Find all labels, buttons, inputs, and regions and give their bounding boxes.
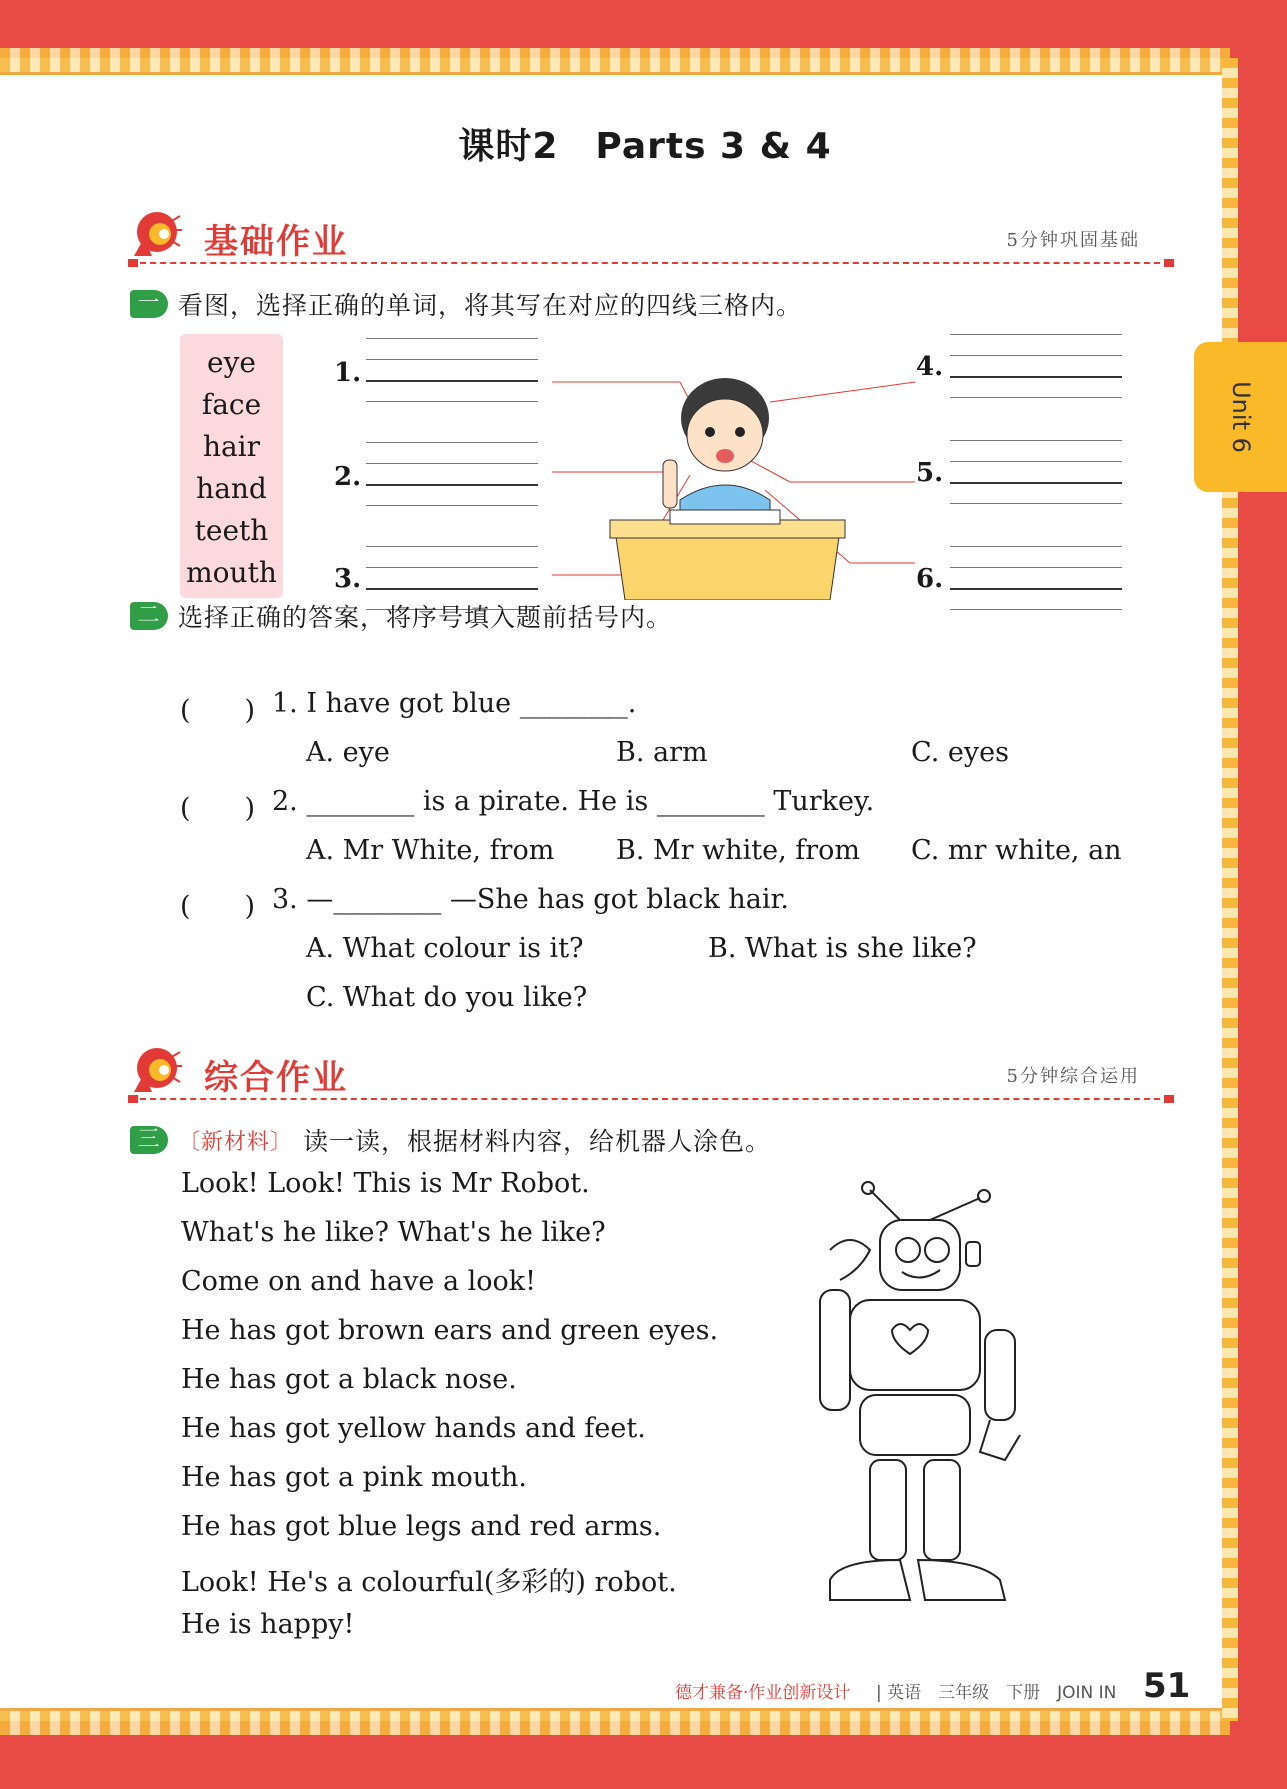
word-bank-item: hair [202,430,261,463]
answer-bracket-1[interactable]: ( ) [180,695,256,726]
reading-line: Look! He's a colourful(多彩的) robot. [181,1567,677,1598]
section-divider [130,262,1170,264]
q2-instruction: 选择正确的答案，将序号填入题前括号内。 [178,603,673,632]
writing-lines-4[interactable] [950,334,1122,420]
q1-header [130,286,802,322]
blank-label-3: 3. [334,564,362,594]
section-comprehensive-hint: 5分钟综合运用 [1006,1066,1140,1087]
blank-label-6: 6. [916,564,944,594]
q2-item-1-option-a: A. eye [306,737,390,768]
q2-item-3-stem: 3. —________ —She has got black hair. [272,884,789,915]
section-comprehensive-title: 综合作业 [204,1058,348,1098]
reading-line: He has got a black nose. [181,1364,517,1395]
blank-label-4: 4. [916,352,944,382]
trophy-badge-icon [130,208,184,260]
q2-item-3-option-c: C. What do you like? [306,982,588,1013]
section-basic-hint: 5分钟巩固基础 [1006,230,1140,251]
trophy-badge-icon [130,1044,184,1096]
top-wave-border [0,48,1230,75]
q1-instruction: 看图，选择正确的单词，将其写在对应的四线三格内。 [178,291,803,320]
word-bank-item: hand [196,472,267,505]
robot-coloring-illustration[interactable] [800,1180,1060,1640]
section-comprehensive-header [130,1044,1170,1104]
reading-line: He has got a pink mouth. [181,1462,528,1493]
section-basic-title: 基础作业 [204,222,348,262]
reading-line: He has got yellow hands and feet. [181,1413,646,1444]
writing-lines-5[interactable] [950,440,1122,526]
page-footer [0,1666,1287,1712]
page-title: 课时2 Parts 3 & 4 [458,126,832,167]
section-divider [130,1098,1170,1100]
q2-item-2-stem: 2. ________ is a pirate. He is ________ Turkey. [272,786,875,817]
q2-number: 二 [130,602,168,630]
writing-lines-6[interactable] [950,546,1122,632]
q2-item-1-option-b: B. arm [616,737,708,768]
word-bank [180,334,283,598]
q1-number: 一 [130,290,168,318]
answer-bracket-2[interactable]: ( ) [180,793,256,824]
reading-line: He is happy! [181,1609,355,1640]
writing-lines-1[interactable] [366,338,538,424]
word-bank-item: mouth [186,556,277,589]
blank-label-5: 5. [916,458,944,488]
boy-at-desk-illustration [540,360,940,600]
page-number: 51 [1143,1666,1191,1706]
reading-line: Look! Look! This is Mr Robot. [181,1168,590,1199]
q3-header [130,1122,771,1158]
writing-lines-2[interactable] [366,442,538,528]
q3-instruction: 读一读，根据材料内容，给机器人涂色。 [303,1127,772,1156]
blank-label-1: 1. [334,358,362,388]
reading-line: Come on and have a look! [181,1266,536,1297]
reading-line: What's he like? What's he like? [181,1217,606,1248]
new-material-tag: 〔新材料〕 [178,1129,294,1155]
q2-item-2-option-c: C. mr white, an [911,835,1122,866]
blank-label-2: 2. [334,462,362,492]
word-bank-item: teeth [194,514,269,547]
q2-item-3-option-a: A. What colour is it? [306,933,584,964]
reading-line: He has got blue legs and red arms. [181,1511,662,1542]
word-bank-item: face [201,388,262,421]
reading-line: He has got brown ears and green eyes. [181,1315,719,1346]
unit-tab [1194,342,1287,492]
footer-subject: | 英语 三年级 下册 JOIN IN [876,1683,1117,1703]
q2-item-1-stem: 1. I have got blue ________. [272,688,637,719]
bottom-wave-border [0,1708,1230,1735]
q2-item-1-option-c: C. eyes [911,737,1009,768]
unit-tab-label: Unit 6 [1226,381,1255,453]
section-basic-header [130,208,1170,268]
q2-header [130,598,672,634]
answer-bracket-3[interactable]: ( ) [180,891,256,922]
footer-series: 德才兼备·作业创新设计 [675,1683,851,1703]
word-bank-item: eye [207,346,256,379]
q3-number: 三 [130,1126,168,1154]
q2-item-2-option-a: A. Mr White, from [306,835,555,866]
right-wave-border [1222,58,1238,1721]
q2-item-3-option-b: B. What is she like? [708,933,977,964]
q2-item-2-option-b: B. Mr white, from [616,835,861,866]
